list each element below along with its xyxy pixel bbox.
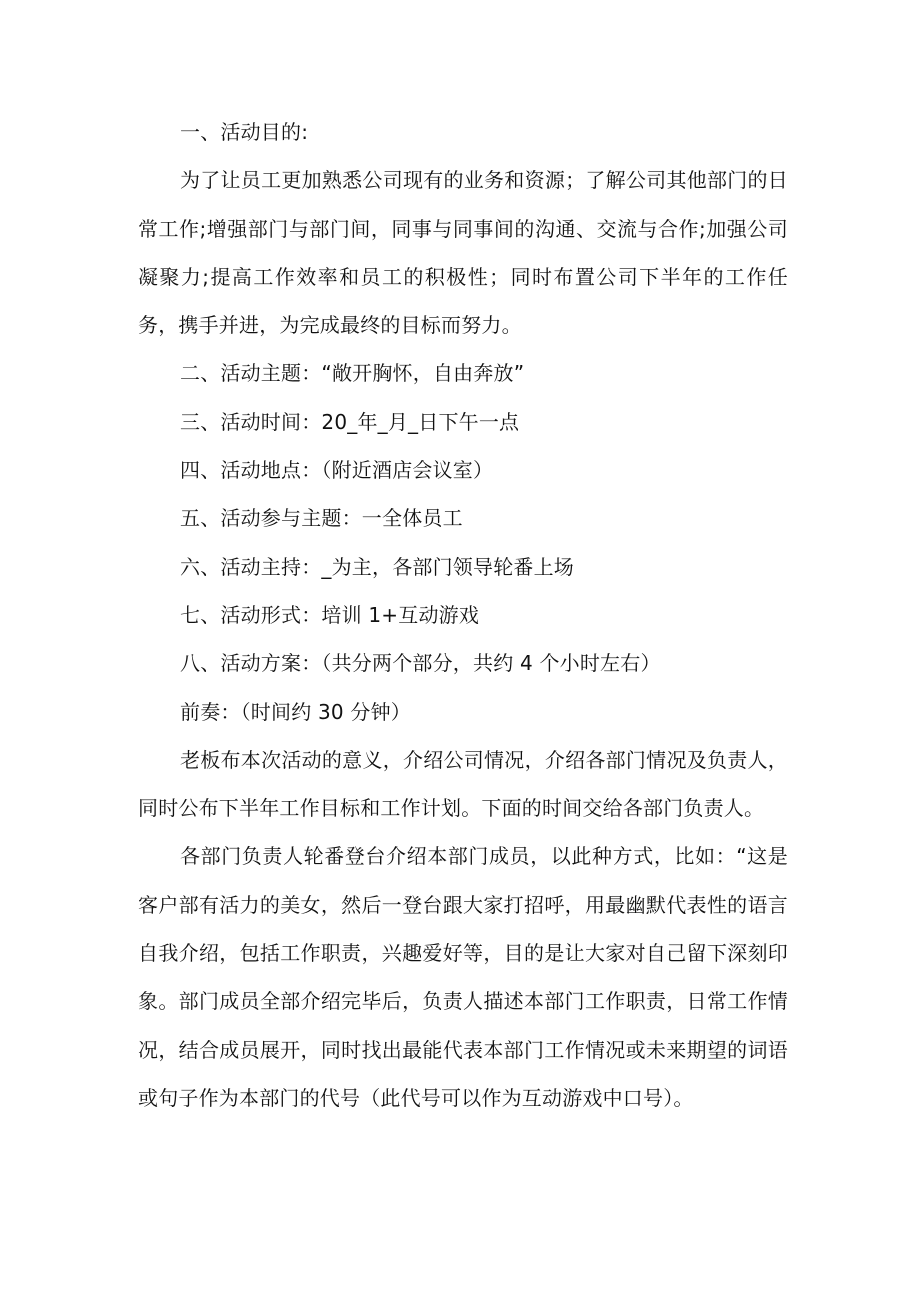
purpose-paragraph: 为了让员工更加熟悉公司现有的业务和资源；了解公司其他部门的日常工作;增强部门与部门间，同事与同事间的沟通、交流与合作;加强公司凝聚力;提高工作效率和员工的积极性；同时布置公司下半年的工作任务，携手并进，为完成最终的目标而努力。 xyxy=(138,168,788,338)
section-heading-format: 七、活动形式：培训 1+互动游戏 xyxy=(180,602,480,627)
section-heading-location: 四、活动地点：（附近酒店会议室） xyxy=(180,458,494,483)
section-heading-theme: 二、活动主题：“敞开胸怀，自由奔放” xyxy=(180,361,525,386)
section-heading-time: 三、活动时间：20_年_月_日下午一点 xyxy=(180,409,520,434)
document-body xyxy=(138,108,788,1122)
section-heading-plan: 八、活动方案：（共分两个部分，共约 4 个小时左右） xyxy=(180,651,661,676)
department-intro-paragraph: 各部门负责人轮番登台介绍本部门成员，以此种方式，比如：“这是客户部有活力的美女，然后一登台跟大家打招呼，用最幽默代表性的语言自我介绍，包括工作职责，兴趣爱好等，目的是让大家对自己留下深刻印象。部门成员全部介绍完毕后，负责人描述本部门工作职责，日常工作情况，结合成员展开，同时找出最能代表本部门工作情况或未来期望的词语或句子作为本部门的代号（此代号可以作为互动游戏中口号）。 xyxy=(138,844,788,1110)
section-heading-prelude: 前奏：（时间约 30 分钟） xyxy=(180,699,411,724)
prelude-paragraph: 老板布本次活动的意义，介绍公司情况，介绍各部门情况及负责人，同时公布下半年工作目标和工作计划。下面的时间交给各部门负责人。 xyxy=(138,747,788,821)
section-heading-purpose: 一、活动目的: xyxy=(180,120,309,144)
section-heading-host: 六、活动主持：_为主，各部门领导轮番上场 xyxy=(180,554,574,579)
section-heading-participants: 五、活动参与主题：一全体员工 xyxy=(180,506,463,531)
